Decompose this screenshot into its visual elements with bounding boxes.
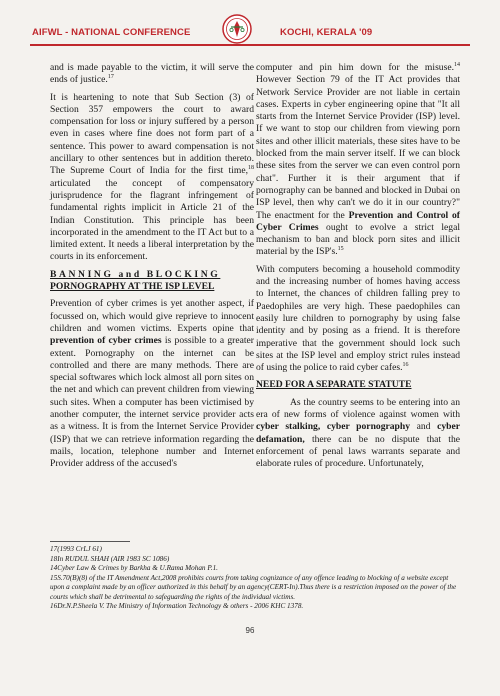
paragraph: computer and pin him down for the misuse.$^{14}$ However Section 79 of the IT Act provides that Network Service Provider are not liable in certain cases. Experts in cyber engineering opine that "It all starts from the Internet Service Provider (ISP) level. If we want to stop our children from viewing porn sites and other illicit materials, these sites have to be blocked from the main server itself. If we can block these sites from the server we can even control porn chat". Further it is their argument that if pornography can be banned and blocked in Dubai on ISP level, then why can't we do it in our country?" The enactment for the Prevention and Control of Cyber Crimes ought to evolve a strict legal mechanism to ban and block porn sites and illicit material by the ISP's.$^{15}$: [256, 61, 461, 258]
footnote: 15S.70(B)(8) of the IT Amendment Act,2008 prohibits courts from taking cognizance of any offence leading to blocking of a website except upon a complaint made by an officer authorized in this behalf by an agency(CERT-In).Thus there is a restriction imposed on the power of the courts which shall be detrimental to safeguarding the rights of the individual victims.: [50, 573, 457, 601]
conference-location: KOCHI, KERALA '09: [280, 27, 373, 38]
footnote: 17(1993 CrLJ 61): [50, 545, 102, 553]
footnote-divider: [50, 541, 130, 542]
section-heading: NEED FOR A SEPARATE STATUTE: [256, 379, 412, 391]
paragraph: As the country seems to be entering into an era of new forms of violence against women with cyber stalking, cyber pornography and cyber defamation, there can be no dispute that the enforcement of penal laws warrants separate and elaborate rules of procedure. Unfortunately,: [256, 396, 460, 470]
left-column: [50, 62, 254, 476]
paragraph: and is made payable to the victim, it will serve the ends of justice.$^{17}$: [50, 62, 254, 86]
association-logo-icon: [222, 14, 252, 44]
footnotes: [50, 545, 460, 612]
section-heading: BANNING and BLOCKING PORNOGRAPHY AT THE ISP LEVEL: [50, 268, 221, 293]
footnote: 16Dr.N.P.Sheela V. The Ministry of Information Technology & others - 2006 KHC 1378.: [50, 602, 304, 610]
page-header: [30, 14, 470, 44]
paragraph: Prevention of cyber crimes is yet another aspect, if focussed on, which would give reprieve to innocent children and women victims. Experts opine that prevention of cyber crimes is possible to a greater extent. Pornography on the internet can be controlled and there are many methods. There are special softwares which lock almost all porn sites on the net and which can prevent children from viewing such sites. When a computer has been victimised by another computer, the internet service provider acts as a witness. It is from the Internet Service Provider (ISP) that we can retrieve information regarding the mails, location, telephone number and Internet Provider address of the accused's: [50, 298, 255, 470]
page-number: 96: [245, 626, 255, 635]
footnote: 18In RUDUL SHAH (AIR 1983 SC 1086): [50, 554, 170, 563]
conference-title: AIFWL - NATIONAL CONFERENCE: [32, 27, 191, 38]
header-divider: [30, 44, 470, 46]
footnote: 14Cyber Law & Crimes by Barkha & U.Rama Mohan P.1.: [50, 564, 218, 572]
paragraph: It is heartening to note that Sub Section (3) of Section 357 empowers the court to award compensation for loss or injury suffered by a person even in cases where fine does not form part of a sentence. This power to award compensation is not ancillary to other sentences but in addition thereto. The Supreme Court of India for the first time,$^{18}$ articulated the concept of compensatory jurisprudence for the flagrant infringement of fundamental rights implicit in Article 21 of the Indian Constitution. This principle has been incorporated in the amendment to the IT Act but to a limited extent. It needs a liberal interpretation by the courts in its enforcement.: [50, 91, 254, 263]
right-column: [256, 62, 460, 476]
paragraph: With computers becoming a household commodity and the increasing number of homes having access to Internet, the chances of children falling prey to Paedophiles are very high. These paedophiles can easily lure children to pornography by using false identity and by posing as a friend. It is therefore imperative that the government should lock such sites at the ISP level and employ strict rules instead of using the police to raid cyber cafes.$^{16}$: [256, 263, 460, 374]
